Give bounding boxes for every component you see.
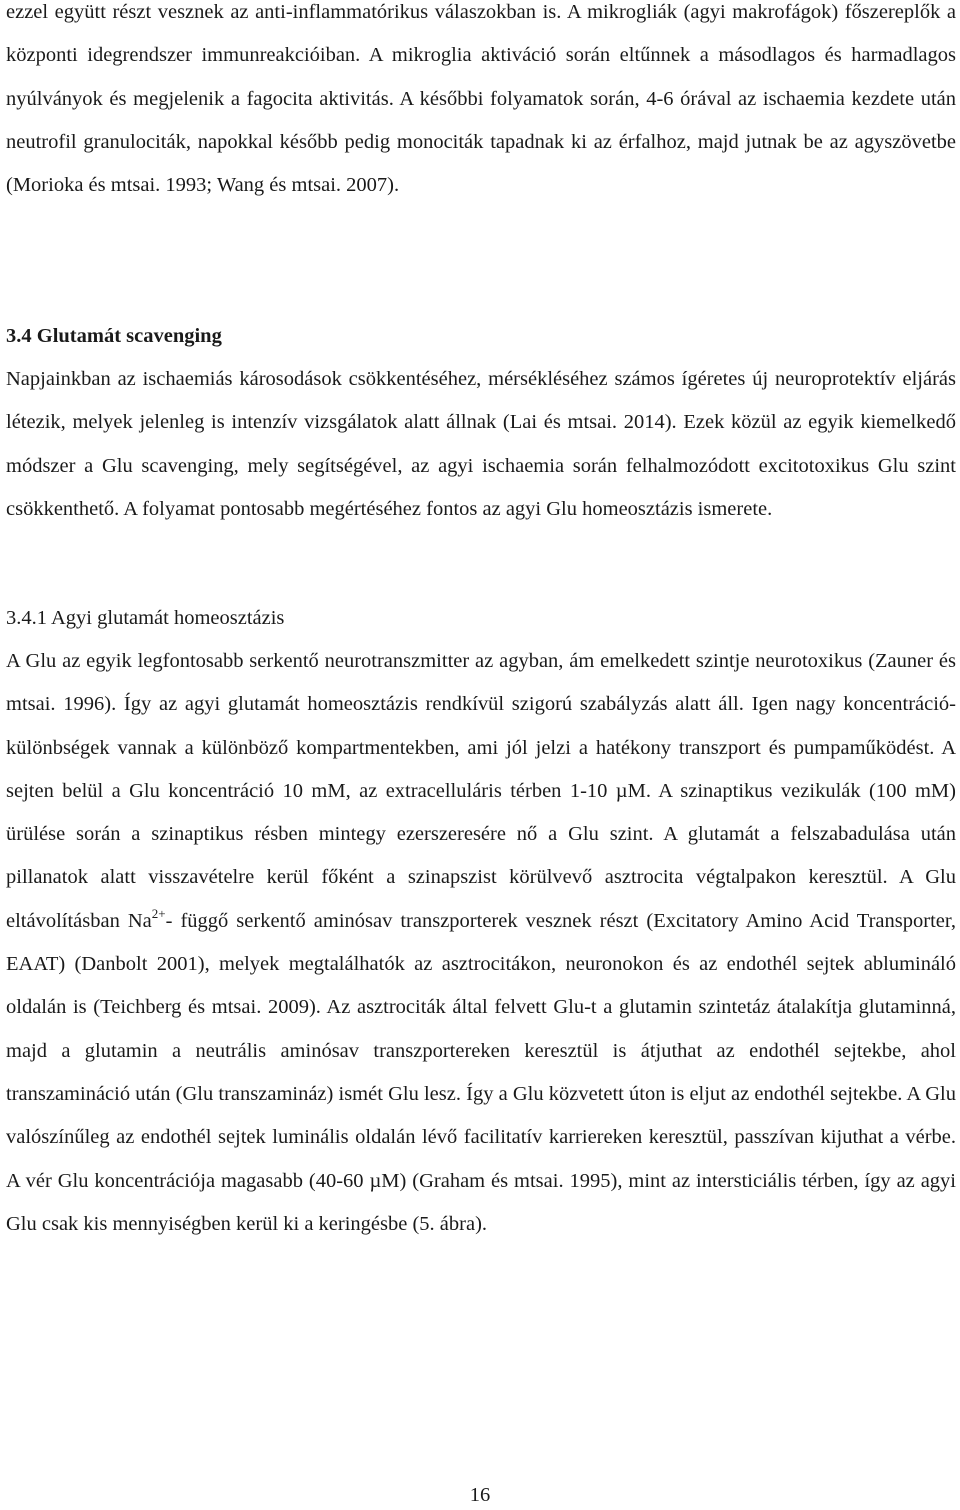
page-number: 16 (469, 1484, 491, 1506)
superscript-charge: 2+ (151, 905, 166, 921)
paragraph-homeostasis (6, 640, 956, 1246)
subsection-heading: 3.4.1 Agyi glutamát homeosztázis (6, 607, 285, 629)
paragraph-intro: Napjainkban az ischaemiás károsodások csökkentéséhez, mérsékléséhez számos ígéretes új neuroprotektív eljárás létezik, melyek jelenleg is intenzív vizsgálatok alatt állnak (Lai és mtsai. 2014). Ezek közül az egyik kiemelkedő módszer a Glu scavenging, mely segítségével, az agyi ischaemia során felhalmozódott excitotoxikus Glu szint csökkenthető. A folyamat pontosabb megértéséhez fontos az agyi Glu homeosztázis ismerete. (6, 368, 956, 520)
paragraph-text-part-1: A Glu az egyik legfontosabb serkentő neurotranszmitter az agyban, ám emelkedett szintje neurotoxikus (Zauner és mtsai. 1996). Így az agyi glutamát homeosztázis rendkívül szigorú szabályzás alatt áll. Igen nagy koncentráció-különbségek vannak a különböző kompartmentekben, ami jól jelzi a hatékony transzport és pumpaműködést. A sejten belül a Glu koncentráció 10 mM, az extracelluláris térben 1-10 µM. A szinaptikus vezikulák (100 mM) ürülése során a szinaptikus résben mintegy ezerszeresére nő a Glu szint. A glutamát a felszabadulása után pillanatok alatt visszavételre kerül főként a szinapszist körülvevő asztrocita végtalpakon keresztül. A Glu eltávolításban Na (6, 650, 956, 932)
section-heading: 3.4 Glutamát scavenging (6, 325, 222, 347)
paragraph-text-part-2: - függő serkentő aminósav transzporterek vesznek részt (Excitatory Amino Acid Transporter, EAAT) (Danbolt 2001), melyek megtalálhatók az asztrocitákon, neuronokon és az endothél sejtek ablumináló oldalán is (Teichberg és mtsai. 2009). Az asztrociták által felvett Glu-t a glutamin szintetáz átalakítja glutaminná, majd a glutamin a neutrális aminósav transzportereken keresztül is átjuthat az endothél sejtekbe, ahol transzamináció után (Glu transzamináz) ismét Glu lesz. Így a Glu közvetett úton is eljut az endothél sejtekbe. A Glu valószínűleg az endothél sejtek luminális oldalán lévő facilitatív karriereken keresztül, passzívan kijuthat a vérbe. A vér Glu koncentrációja magasabb (40-60 µM) (Graham és mtsai. 1995), mint az intersticiális térben, így az agyi Glu csak kis mennyiségben kerül ki a keringésbe (5. ábra). (6, 909, 956, 1235)
paragraph-continuation: ezzel együtt részt vesznek az anti-inflammatórikus válaszokban is. A mikrogliák (agyi makrofágok) főszereplők a központi idegrendszer immunreakcióiban. A mikroglia aktiváció során eltűnnek a másodlagos és harmadlagos nyúlványok és megjelenik a fagocita aktivitás. A későbbi folyamatok során, 4-6 órával az ischaemia kezdete után neutrofil granulociták, napokkal később pedig monociták tapadnak ki az érfalhoz, majd jutnak be az agyszövetbe (Morioka és mtsai. 1993; Wang és mtsai. 2007). (6, 1, 956, 197)
